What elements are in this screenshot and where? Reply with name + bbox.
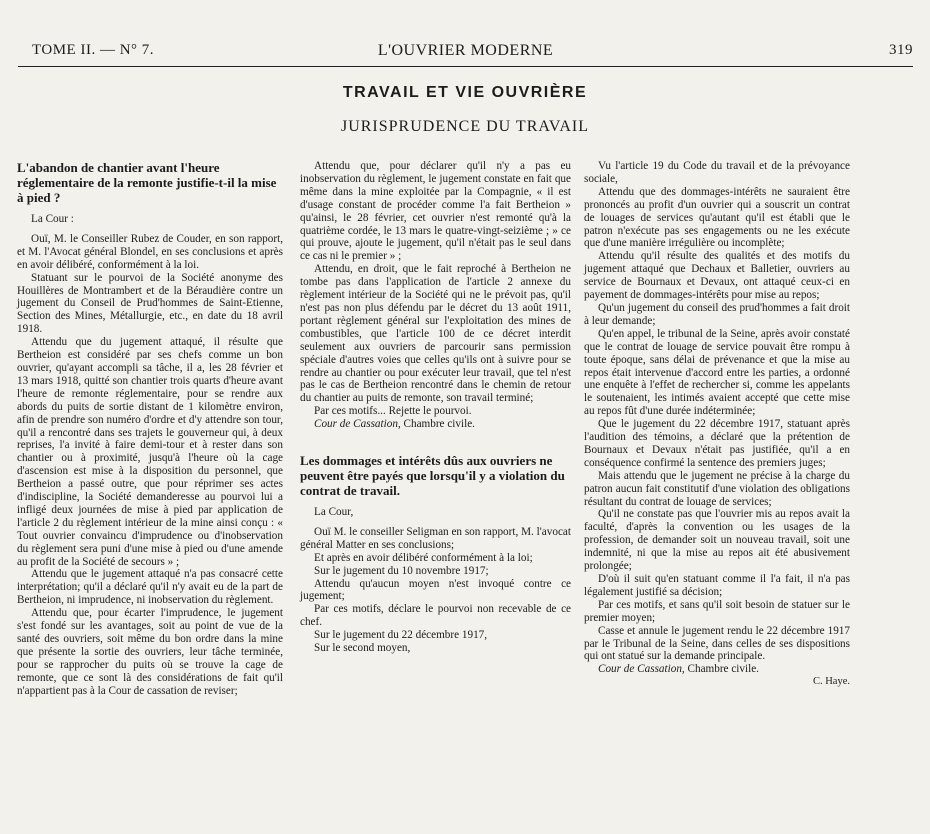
paragraph: Attendu que, pour déclarer qu'il n'y a pas eu inobservation du règlement, le jugement constate en fait que même dans la mine exploitée par la Compagnie, « il est d'usage constant de procéder comme l'a fait Bertheion » qu'ainsi, le 28 février, cet ouvrier n'est remonté qu'à la quatrième cordée, le 13 mars le quatre-vingt-seizième ; » ce qui prouve, ajoute le jugement, qu'il n'était pas le seul dans ce cas ni le premier » ; bbox=[300, 160, 571, 263]
paragraph: D'où il suit qu'en statuant comme il l'a fait, il n'a pas légalement justifié sa décision; bbox=[584, 573, 850, 598]
page-number: 319 bbox=[889, 42, 913, 58]
paragraph: Par ces motifs... Rejette le pourvoi. bbox=[314, 405, 472, 418]
paragraph: Ouï M. le conseiller Seligman en son rapport, M. l'avocat général Matter en ses conclusions; bbox=[300, 525, 571, 551]
paragraph: Casse et annule le jugement rendu le 22 décembre 1917 par le Tribunal de la Seine, dans celles de ses dispositions qui ont statué sur la demande principale. bbox=[584, 624, 850, 663]
court-name: Cour de Cassation, bbox=[314, 418, 401, 431]
paragraph: Attendu que du jugement attaqué, il résulte que Bertheion est considéré par ses chefs comme un bon ouvrier, qu'ayant accompli sa tâche, il a, les 28 février et 13 mars 1918, quitté son chantier trois quarts d'heure avant l'heure de remonte réglementaire, pour se rendre aux abords du puits de sortie distant de 1 kilomètre environ, afin de prendre son numéro d'ordre et d'y attendre son tour, qu'il a rencontré dans ses trajets le gouverneur qui, à deux reprises, l'a invité à faire demi-tour et à rester dans son chantier ou à proximité, jusqu'à l'heure où la cage d'ascension est mise à la disposition du personnel, que Bertheion a passé outre, que pour réprimer ses actes d'indiscipline, la Société demanderesse au pourvoi lui a infligé deux journées de mise à pied par application de l'article 2 du règlement intérieur de la mine ainsi conçu : « Tout ouvrier convaincu d'imprudence ou d'inobservation du règlement sera puni d'une mise à pied ou d'une amende au profit de la Société de secours » ; bbox=[17, 336, 283, 568]
paragraph: Attendu que le jugement attaqué n'a pas consacré cette interprétation; qu'il a déclaré qu'il n'y avait eu de la part de Bertheion, ni imprudence, ni inobservation du règlement. bbox=[17, 568, 283, 607]
author-signature: C. Haye. bbox=[812, 676, 850, 688]
article-1-source bbox=[300, 418, 571, 431]
article-2-court: La Cour, bbox=[314, 506, 354, 519]
paragraph: Attendu que des dommages-intérêts ne sauraient être prononcés au profit d'un ouvrier qui a souscrit un contrat de louages de services qu'autant qu'il est établi que le patron n'exécute pas ses engagements ou ne les exécute que d'une manière irrégulière ou incomplète; bbox=[584, 185, 850, 250]
paragraph: Que le jugement du 22 décembre 1917, statuant après l'audition des témoins, a déclaré que la prétention de Bournaux et Devaux n'était pas justifiée, qu'il a en conséquence confirmé la sentence des premiers juges; bbox=[584, 418, 850, 469]
paragraph: Attendu qu'il résulte des qualités et des motifs du jugement attaqué que Dechaux et Balletier, ouvriers au service de Bournaux et Devaux, ont attaqué ceux-ci en payement de dommages-intérêts pour mise au repos; bbox=[584, 250, 850, 302]
paragraph: Par ces motifs, et sans qu'il soit besoin de statuer sur le premier moyen; bbox=[584, 598, 850, 624]
article-2-title: Les dommages et intérêts dûs aux ouvriers ne peuvent être payés que lorsqu'il y a violation du contrat de travail. bbox=[300, 453, 565, 499]
paragraph: Sur le jugement du 22 décembre 1917, bbox=[314, 629, 488, 642]
paragraph: Statuant sur le pourvoi de la Société anonyme des Houillères de Montrambert et de la Béraudière contre un jugement du Conseil de Prud'hommes de Saint-Etienne, Section des Mines, Métallurgie, etc., en date du 18 avril 1918. bbox=[17, 271, 283, 336]
article-1-court: La Cour : bbox=[31, 213, 74, 225]
paragraph: Vu l'article 19 du Code du travail et de la prévoyance sociale, bbox=[584, 160, 850, 185]
journal-title: L'OUVRIER MODERNE bbox=[377, 42, 554, 59]
chamber-name: Chambre civile. bbox=[684, 663, 759, 676]
section-title: TRAVAIL ET VIE OUVRIÈRE bbox=[342, 84, 588, 101]
column-2 bbox=[300, 160, 571, 655]
column-3 bbox=[584, 160, 850, 689]
paragraph: Qu'un jugement du conseil des prud'hommes a fait droit à leur demande; bbox=[584, 301, 850, 327]
paragraph: Mais attendu que le jugement ne précise à la charge du patron aucun fait constitutif d'une violation des obligations résultant du contrat de louage de services; bbox=[584, 469, 850, 508]
paragraph: Qu'en appel, le tribunal de la Seine, après avoir constaté que le contrat de louage de service pouvait être rompu à toute époque, sans délai de prévenance et que la mise au repos était intervenue d'accord entre les parties, a ordonné une enquête à l'effet de rechercher si, comme les appelants le soutenaient, les intimés avaient accepté que cette mise au repos fût d'une durée indéterminée; bbox=[584, 327, 850, 418]
court-name: Cour de Cassation, bbox=[598, 663, 685, 676]
paragraph: Sur le jugement du 10 novembre 1917; bbox=[314, 564, 489, 577]
running-header bbox=[18, 42, 913, 64]
paragraph: Sur le second moyen, bbox=[314, 642, 411, 655]
chamber-name: Chambre civile. bbox=[400, 418, 475, 431]
paragraph: Ouï, M. le Conseiller Rubez de Couder, en son rapport, et M. l'Avocat général Blondel, en ses conclusions et après en avoir délibéré, conformément à la loi. bbox=[17, 232, 283, 271]
paragraph: Attendu que, pour écarter l'imprudence, le jugement s'est fondé sur les avantages, soit au point de vue de la santé des ouvriers, soit même du bon ordre dans la mine que présente la sortie des ouvriers, leur tâche terminée, pour se rapprocher du puits où se trouve la cage de remonte, que ce sont là des considérations de fait qu'il n'appartient pas à la Cour de cassation de reviser; bbox=[17, 607, 283, 697]
paragraph: Attendu qu'aucun moyen n'est invoqué contre ce jugement; bbox=[300, 577, 571, 603]
paragraph: Qu'il ne constate pas que l'ouvrier mis au repos avait la faculté, d'après la convention ou les usages de la profession, de demander soit un nouveau travail, soit une indemnité, ni que la mise au repos ait été abusivement prolongée; bbox=[584, 508, 850, 573]
article-2-source bbox=[584, 663, 850, 676]
paragraph: Et après en avoir délibéré conformément à la loi; bbox=[314, 551, 533, 564]
volume-issue: TOME II. — N° 7. bbox=[32, 42, 155, 58]
header-rule bbox=[18, 66, 913, 67]
paragraph: Attendu, en droit, que le fait reproché à Bertheion ne tombe pas dans l'application de l'article 2 annexe du règlement intérieur de la Société qui ne le prévoit pas, qu'il n'est pas non plus défendu par le décret du 13 août 1911, portant règlement général sur l'exploitation des mines de combustibles, que l'article 100 de ce décret interdit seulement aux ouvriers de parcourir sans permission spéciale d'autres voies que celles qu'ils ont à suivre pour se rendre au chantier ou pour exécuter leur travail, que tel n'est pas le cas de Bertheion rencontré dans le chemin de retour du chantier au puits de remonte, son travail terminé; bbox=[300, 263, 571, 405]
article-1-title: L'abandon de chantier avant l'heure réglementaire de la remonte justifie-t-il la mise à pied ? bbox=[17, 160, 277, 205]
column-1 bbox=[17, 160, 283, 698]
paragraph: Par ces motifs, déclare le pourvoi non recevable de ce chef. bbox=[300, 603, 571, 629]
subsection-title: JURISPRUDENCE DU TRAVAIL bbox=[340, 118, 590, 135]
